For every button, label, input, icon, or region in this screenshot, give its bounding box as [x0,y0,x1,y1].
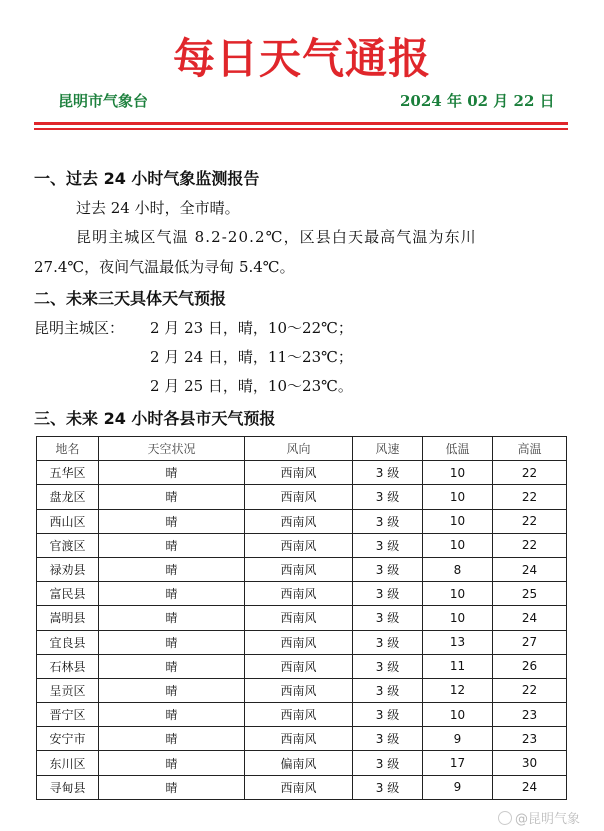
cell-high-temp: 27 [493,630,567,654]
cell-high-temp: 23 [493,727,567,751]
cell-sky: 晴 [99,509,245,533]
cell-location: 宜良县 [37,630,99,654]
cell-sky: 晴 [99,678,245,702]
section3-heading: 三、未来 24 小时各县市天气预报 [34,409,276,428]
cell-wind-speed: 3 级 [353,727,423,751]
section1-temperature-line: 昆明主城区气温 8.2-20.2℃，区县白天最高气温为东川 [76,228,477,246]
cell-high-temp: 22 [493,509,567,533]
cell-wind-direction: 西南风 [245,630,353,654]
cell-wind-speed: 3 级 [353,509,423,533]
col-header-wind-speed: 风速 [353,437,423,461]
cell-location: 呈贡区 [37,678,99,702]
cell-wind-speed: 3 级 [353,703,423,727]
table-row [37,557,567,581]
table-row [37,751,567,775]
agency-name: 昆明市气象台 [58,92,149,110]
cell-wind-direction: 西南风 [245,606,353,630]
table-row [37,606,567,630]
cell-location: 寻甸县 [37,775,99,799]
section1-heading: 一、过去 24 小时气象监测报告 [34,169,260,188]
report-date: 2024 年 02 月 22 日 [400,92,555,110]
cell-low-temp: 9 [423,775,493,799]
cell-location: 富民县 [37,582,99,606]
cell-sky: 晴 [99,727,245,751]
cell-low-temp: 10 [423,485,493,509]
cell-location: 盘龙区 [37,485,99,509]
cell-wind-speed: 3 级 [353,461,423,485]
cell-low-temp: 8 [423,557,493,581]
forecast-day-1: 2 月 23 日，晴，10～22℃； [150,319,353,337]
cell-high-temp: 24 [493,775,567,799]
cell-high-temp: 24 [493,557,567,581]
cell-high-temp: 22 [493,485,567,509]
cell-sky: 晴 [99,654,245,678]
cell-wind-speed: 3 级 [353,485,423,509]
cell-high-temp: 26 [493,654,567,678]
col-header-location: 地名 [37,437,99,461]
cell-sky: 晴 [99,606,245,630]
cell-location: 石林县 [37,654,99,678]
col-header-wind-direction: 风向 [245,437,353,461]
table-row [37,533,567,557]
cell-sky: 晴 [99,751,245,775]
cell-wind-direction: 西南风 [245,654,353,678]
cell-high-temp: 24 [493,606,567,630]
cell-wind-direction: 西南风 [245,485,353,509]
col-header-sky: 天空状况 [99,437,245,461]
cell-low-temp: 10 [423,533,493,557]
cell-sky: 晴 [99,533,245,557]
header-rule-thin [34,128,568,130]
cell-wind-direction: 西南风 [245,678,353,702]
forecast-city-label: 昆明主城区： [34,319,125,337]
forecast-day-3: 2 月 25 日，晴，10～23℃。 [150,377,353,395]
cell-wind-direction: 西南风 [245,775,353,799]
cell-low-temp: 10 [423,703,493,727]
cell-low-temp: 13 [423,630,493,654]
cell-wind-speed: 3 级 [353,775,423,799]
cell-sky: 晴 [99,775,245,799]
cell-high-temp: 22 [493,461,567,485]
cell-wind-direction: 西南风 [245,533,353,557]
watermark [498,808,580,827]
cell-low-temp: 10 [423,582,493,606]
section1-summary: 过去 24 小时，全市晴。 [76,199,240,217]
cell-wind-direction: 西南风 [245,582,353,606]
cell-high-temp: 30 [493,751,567,775]
cell-wind-direction: 西南风 [245,557,353,581]
cell-wind-speed: 3 级 [353,654,423,678]
cell-location: 禄劝县 [37,557,99,581]
table-header-row [37,437,567,461]
table-row [37,678,567,702]
cell-sky: 晴 [99,703,245,727]
cell-wind-speed: 3 级 [353,678,423,702]
cell-location: 东川区 [37,751,99,775]
cell-location: 安宁市 [37,727,99,751]
cell-wind-speed: 3 级 [353,606,423,630]
cell-high-temp: 23 [493,703,567,727]
cell-wind-direction: 西南风 [245,509,353,533]
cell-high-temp: 25 [493,582,567,606]
cell-wind-speed: 3 级 [353,533,423,557]
table-row [37,775,567,799]
table-row [37,509,567,533]
cell-sky: 晴 [99,485,245,509]
section2-heading: 二、未来三天具体天气预报 [34,289,227,308]
table-row [37,654,567,678]
cell-low-temp: 11 [423,654,493,678]
table-row [37,727,567,751]
cell-sky: 晴 [99,582,245,606]
report-title: 每日天气通报 [172,34,431,83]
cell-location: 嵩明县 [37,606,99,630]
cell-wind-speed: 3 级 [353,751,423,775]
cell-wind-direction: 偏南风 [245,751,353,775]
table-row [37,582,567,606]
cell-wind-speed: 3 级 [353,582,423,606]
cell-wind-speed: 3 级 [353,630,423,654]
cell-wind-direction: 西南风 [245,703,353,727]
weibo-icon [498,811,512,825]
col-header-low-temp: 低温 [423,437,493,461]
cell-low-temp: 17 [423,751,493,775]
cell-low-temp: 10 [423,461,493,485]
cell-high-temp: 22 [493,678,567,702]
cell-sky: 晴 [99,557,245,581]
cell-sky: 晴 [99,461,245,485]
cell-location: 五华区 [37,461,99,485]
cell-location: 晋宁区 [37,703,99,727]
header-rule-thick [34,122,568,125]
cell-sky: 晴 [99,630,245,654]
table-row [37,485,567,509]
watermark-text: @昆明气象 [515,812,581,827]
cell-wind-speed: 3 级 [353,557,423,581]
county-forecast-table [36,436,567,800]
cell-location: 西山区 [37,509,99,533]
table-row [37,461,567,485]
cell-low-temp: 12 [423,678,493,702]
cell-wind-direction: 西南风 [245,461,353,485]
cell-low-temp: 9 [423,727,493,751]
section1-temperature-line-cont: 27.4℃，夜间气温最低为寻甸 5.4℃。 [34,258,295,276]
table-row [37,703,567,727]
forecast-day-2: 2 月 24 日，晴，11～23℃； [150,348,353,366]
table-row [37,630,567,654]
col-header-high-temp: 高温 [493,437,567,461]
cell-wind-direction: 西南风 [245,727,353,751]
cell-low-temp: 10 [423,509,493,533]
cell-location: 官渡区 [37,533,99,557]
cell-high-temp: 22 [493,533,567,557]
cell-low-temp: 10 [423,606,493,630]
